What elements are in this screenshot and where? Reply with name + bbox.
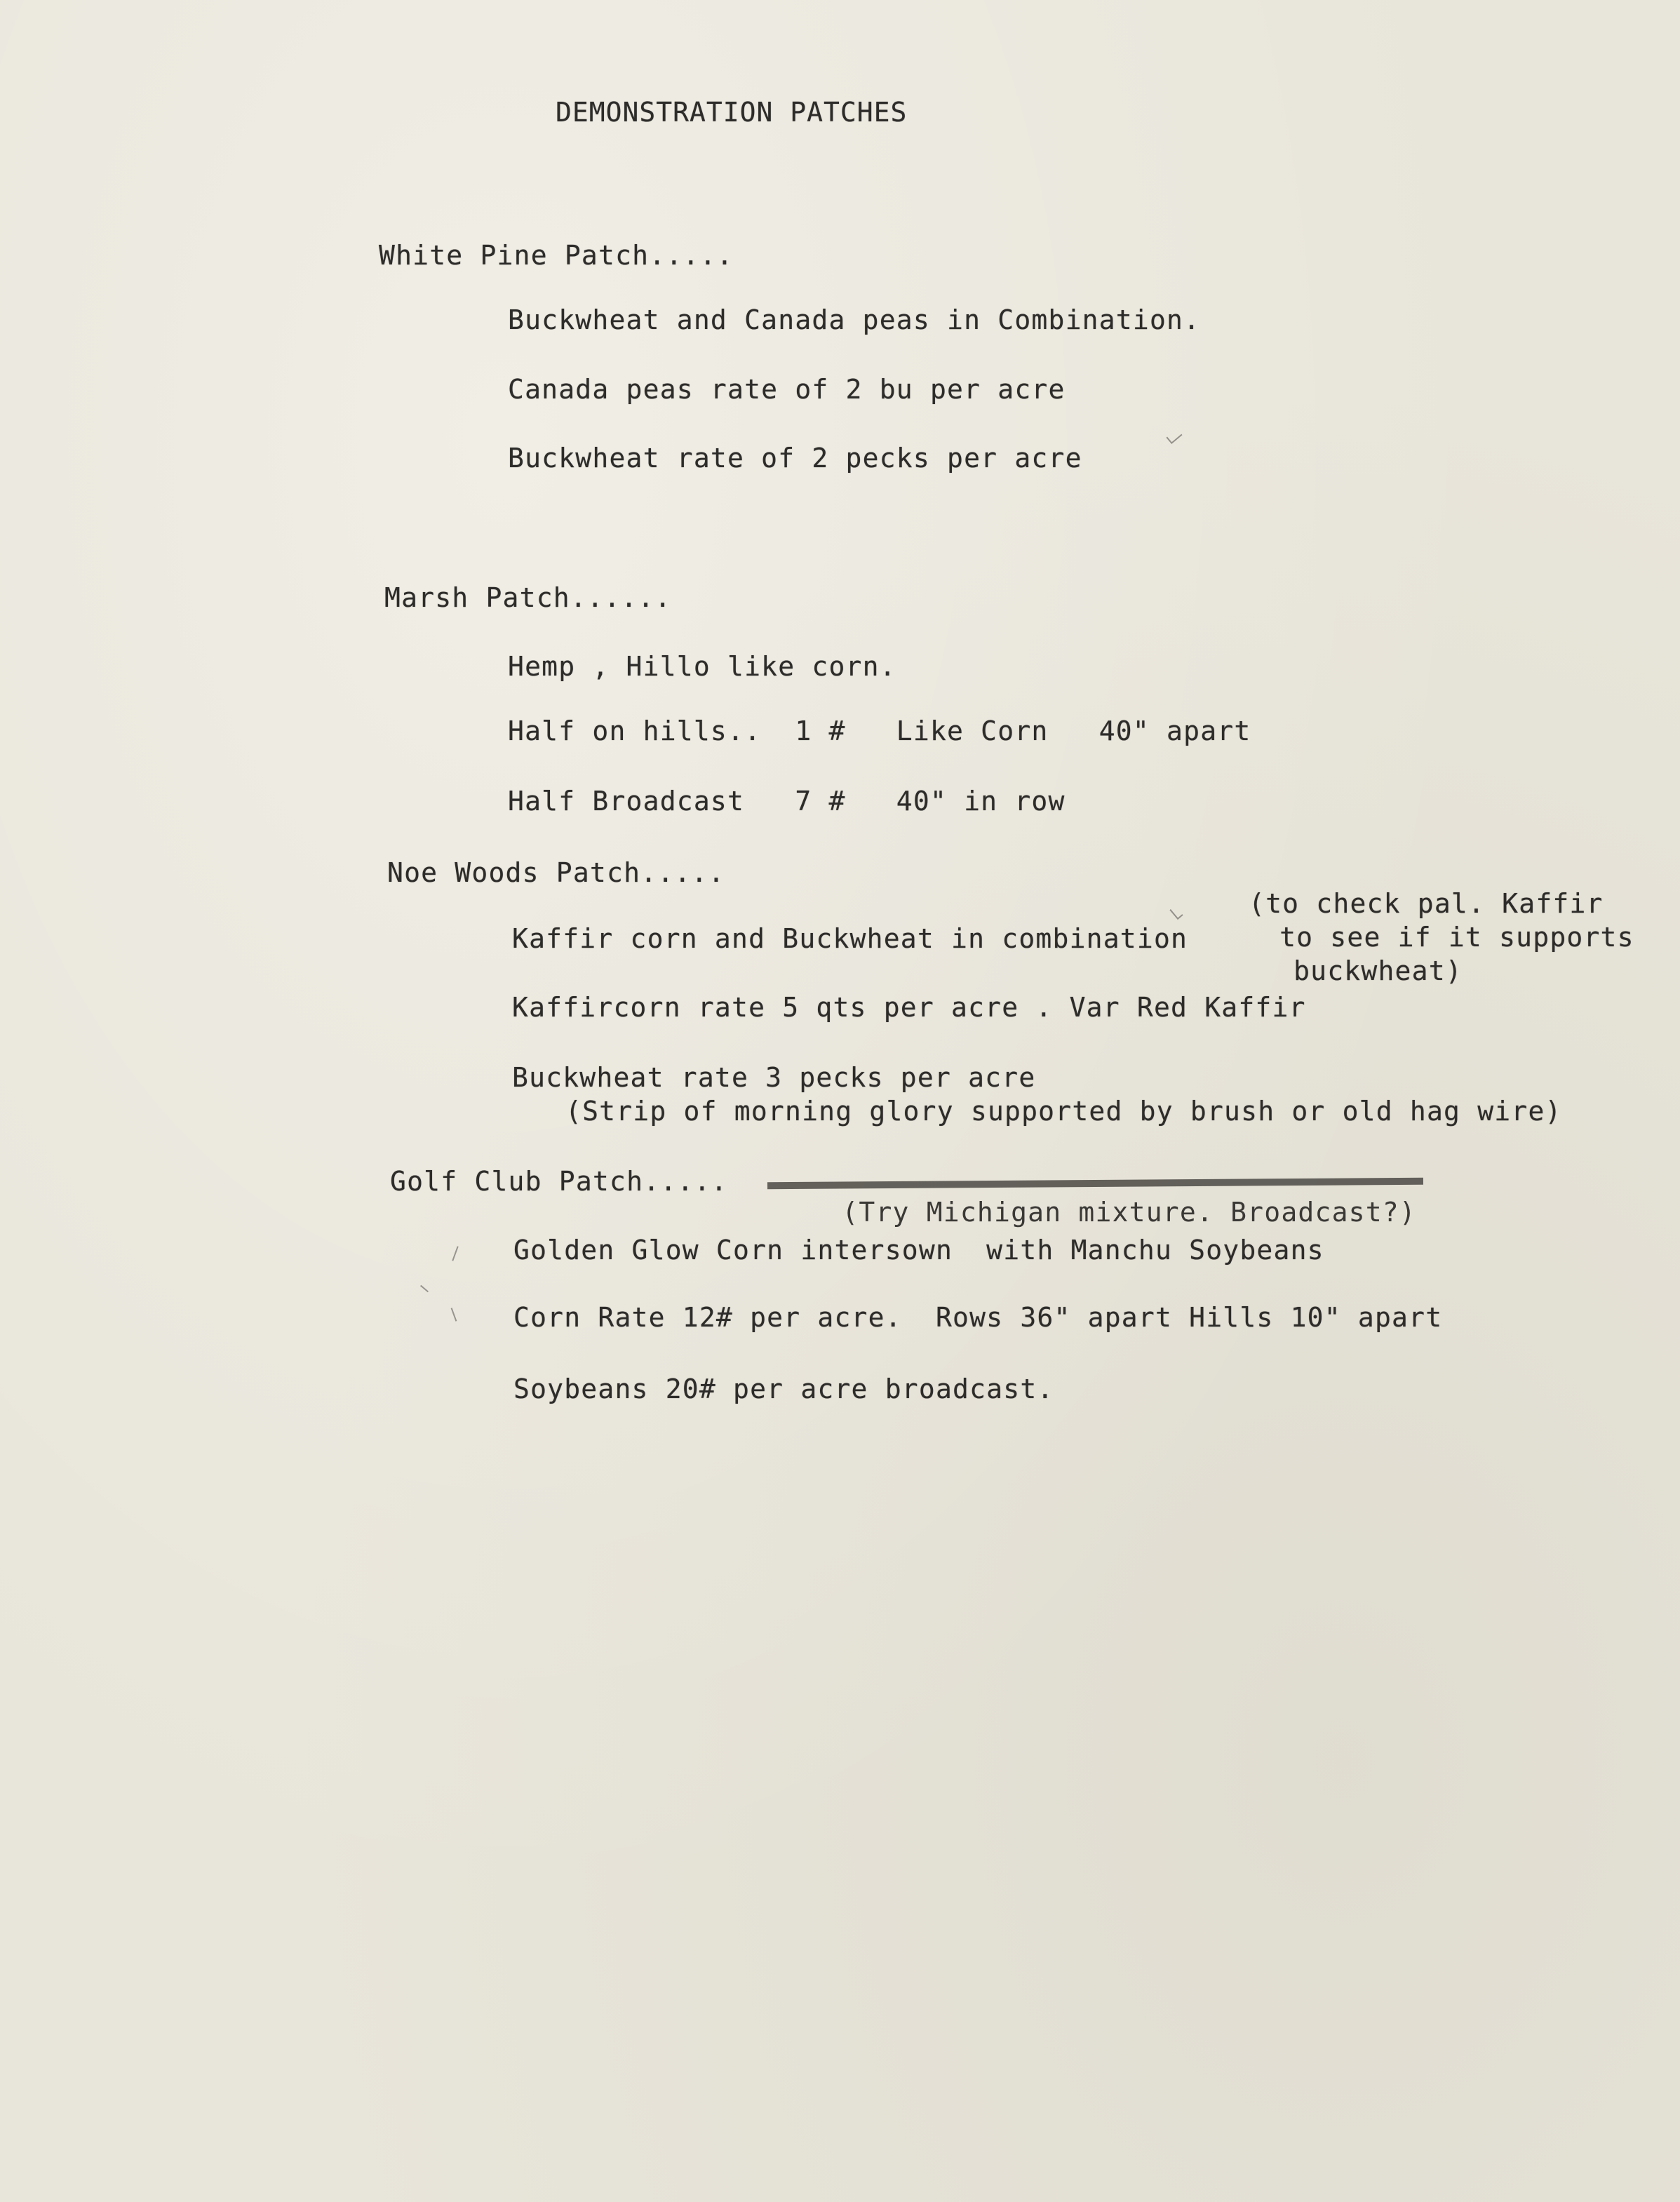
section-heading-golf-club: Golf Club Patch..... — [390, 1166, 728, 1197]
struck-out-text-content: (Try Michigan mixture. Broadcast?) — [842, 1197, 1416, 1228]
pencil-check-icon — [1169, 906, 1183, 920]
section-heading-white-pine: White Pine Patch..... — [379, 240, 734, 271]
section-heading-marsh: Marsh Patch...... — [384, 582, 672, 613]
struck-out-text — [774, 1166, 1416, 1289]
section-line: Buckwheat rate 3 pecks per acre — [512, 1062, 1036, 1093]
margin-note: to see if it supports — [1263, 922, 1634, 953]
pencil-tick-icon — [452, 1246, 458, 1261]
section-line: Kaffircorn rate 5 qts per acre . Var Red Kaffir — [512, 992, 1306, 1023]
section-line: Canada peas rate of 2 bu per acre — [508, 374, 1066, 405]
margin-note: (to check pal. Kaffir — [1249, 888, 1604, 919]
section-line: Golden Glow Corn intersown with Manchu Soybeans — [513, 1235, 1324, 1266]
section-line: Soybeans 20# per acre broadcast. — [513, 1374, 1054, 1404]
section-line: Half on hills.. 1 # Like Corn 40" apart — [508, 716, 1251, 746]
pencil-tick-icon — [420, 1285, 429, 1293]
section-line: Kaffir corn and Buckwheat in combination — [512, 923, 1188, 954]
margin-note: buckwheat) — [1277, 955, 1463, 986]
strikethrough-mark — [767, 1178, 1423, 1190]
section-line: (Strip of morning glory supported by brush or old hag wire) — [565, 1096, 1562, 1127]
section-line: Buckwheat and Canada peas in Combination. — [508, 304, 1201, 335]
page-title: DEMONSTRATION PATCHES — [556, 97, 908, 128]
pencil-check-icon — [1166, 429, 1182, 444]
section-line: Hemp , Hillo like corn. — [508, 651, 896, 682]
section-heading-noe-woods: Noe Woods Patch..... — [387, 857, 725, 888]
pencil-tick-icon — [451, 1308, 457, 1321]
section-line: Corn Rate 12# per acre. Rows 36" apart Hills 10" apart — [513, 1302, 1443, 1333]
section-line: Half Broadcast 7 # 40" in row — [508, 786, 1066, 817]
section-line: Buckwheat rate of 2 pecks per acre — [508, 443, 1082, 474]
